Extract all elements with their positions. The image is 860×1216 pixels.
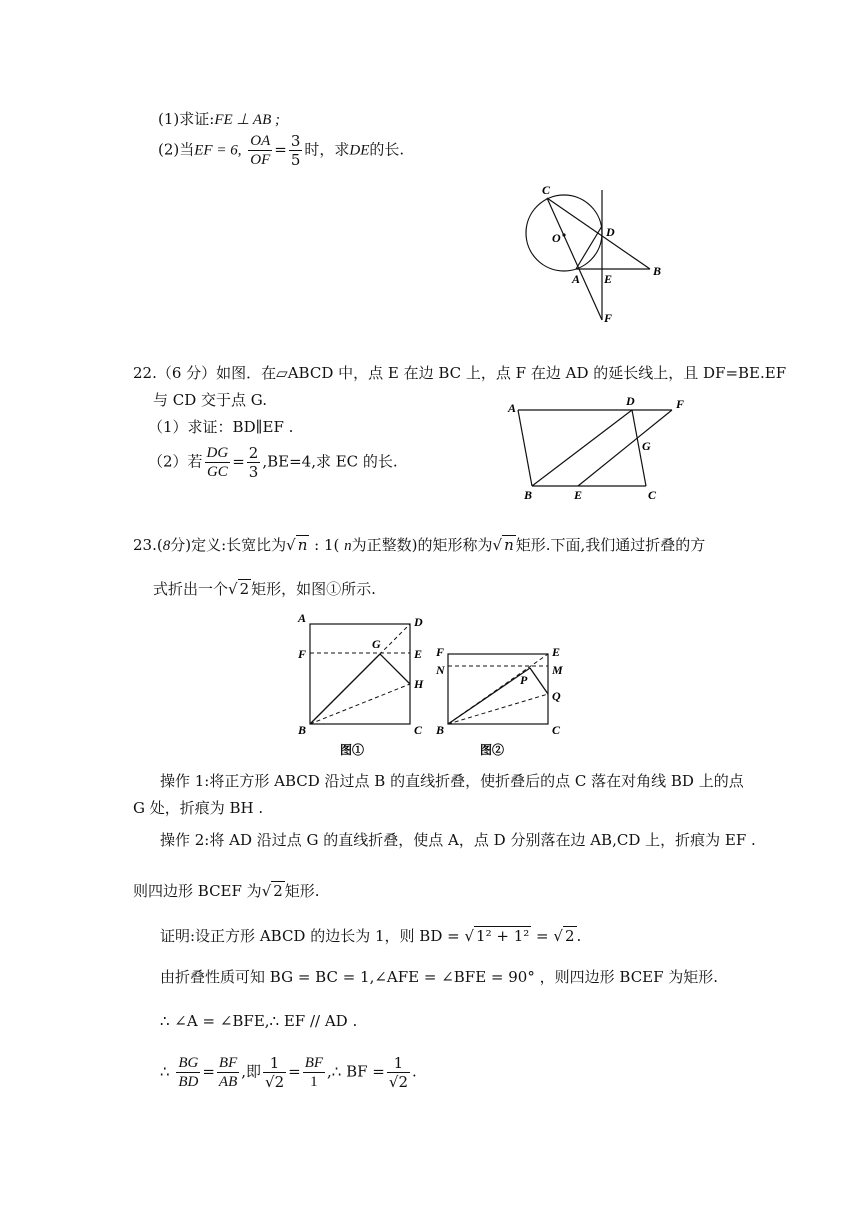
label-e: E: [574, 488, 583, 502]
label-e: E: [604, 272, 613, 286]
q22-line2: 与 CD 交于点 G.: [153, 391, 268, 409]
p4-frac-bf-ab: $\frac{BF}{AB}$: [218, 1055, 238, 1090]
q22-line1: 22.（6 分）如图．在▱ABCD 中，点 E 在边 BC 上，点 F 在边 AD 的延长线上，且 DF=BE.EF: [133, 364, 787, 382]
label-f: F: [436, 645, 445, 659]
p4-frac-bf-1: $\frac{BF}{1}$: [304, 1055, 324, 1090]
q23-line1: 23.(8分)定义:长宽比为√ n : 1( n为正整数)的矩形称为√ n 矩形.下面,我们通过折叠的方: [133, 536, 706, 554]
q21-part2-ef: EF = 6,: [194, 142, 242, 159]
line-gh: [380, 654, 410, 684]
q23-figure-1: [290, 608, 440, 758]
p4-frac-1-sqrt2-b: $\frac{1}{√2}$: [388, 1054, 408, 1091]
line-bg: [310, 654, 380, 724]
p4-frac-bg-bd: $\frac{BG}{BD}$: [178, 1055, 199, 1090]
point-o: [562, 233, 565, 236]
label-c: C: [414, 723, 423, 737]
q21-part2-prefix: (2)当: [158, 140, 195, 159]
label-a: A: [572, 272, 581, 286]
q23-op2-line1: 操作 2:将 AD 沿过点 G 的直线折叠，使点 A，点 D 分别落在边 AB,CD 上，折痕为 EF .: [160, 831, 756, 849]
proof1-sqrt: √ 1² + 1²: [464, 927, 530, 945]
q22-figure: [500, 392, 700, 504]
line-ab: [518, 410, 532, 486]
p4-frac-1-sqrt2: $\frac{1}{√2}$: [265, 1054, 285, 1091]
q23-op2-sqrt2: √ 2: [261, 882, 283, 900]
q23-sqrt-n: √ n: [286, 536, 308, 554]
line-pq: [530, 668, 548, 694]
label-p: P: [520, 673, 528, 687]
label-m: M: [552, 663, 563, 677]
q23-op1-line1: 操作 1:将正方形 ABCD 沿过点 B 的直线折叠，使折叠后的点 C 落在对角线 BD 上的点: [160, 772, 744, 790]
q23-op1-line2: G 处，折痕为 BH .: [133, 799, 264, 817]
q21-frac-oa-of: $\frac{OA}{OF}$: [250, 133, 271, 168]
proof1-sqrt2: √ 2: [553, 927, 575, 945]
label-f: F: [676, 397, 685, 411]
q22-frac-2-3: $\frac{2}{3}$: [248, 444, 259, 481]
label-b: B: [436, 723, 445, 737]
q23-proof3: ∴ ∠A = ∠BFE,∴ EF // AD .: [160, 1012, 358, 1030]
label-d: D: [626, 394, 635, 408]
q21-figure: [510, 180, 680, 330]
label-g: G: [642, 439, 651, 453]
caption-fig2: 图②: [480, 743, 505, 757]
q21-frac-3-5: $\frac{3}{5}$: [290, 132, 301, 169]
q22-part1: （1）求证：BD∥EF .: [148, 418, 294, 436]
line-bq: [448, 694, 548, 724]
circle-o: [526, 195, 602, 271]
label-c: C: [552, 723, 561, 737]
q21-part1-math: FE ⊥ AB ;: [214, 112, 281, 128]
q23-sqrt-2: √ 2: [228, 580, 250, 598]
label-f: F: [604, 311, 613, 325]
line-bd: [532, 410, 632, 486]
line-ad: [576, 226, 602, 269]
q23-sqrt-n-2: √ n: [492, 536, 514, 554]
label-d: D: [606, 225, 615, 239]
q23-line2: 式折出一个√ 2 矩形，如图①所示.: [153, 580, 376, 598]
label-o: O: [552, 231, 561, 245]
label-q: Q: [552, 689, 561, 703]
line-bh: [310, 684, 410, 724]
label-h: H: [414, 677, 424, 691]
q23-proof2: 由折叠性质可知 BG = BC = 1,∠AFE = ∠BFE = 90° ，则四边形 BCEF 为矩形.: [160, 968, 719, 986]
line-ef: [578, 410, 672, 486]
q23-figure-2: [430, 638, 580, 758]
q21-part2: (2)当EF = 6, $\frac{OA}{OF}$ = $\frac{3}{5}$ 时，求DE的长.: [158, 132, 405, 169]
label-b: B: [524, 488, 533, 502]
label-b: B: [298, 723, 307, 737]
q22-part2: （2）若 $\frac{DG}{GC}$ = $\frac{2}{3}$ ,BE=4,求 EC 的长.: [148, 444, 398, 481]
label-f: F: [298, 647, 307, 661]
line-bp: [448, 668, 530, 724]
label-b: B: [653, 264, 662, 278]
label-a: A: [508, 401, 517, 415]
q23-op2-line2: 则四边形 BCEF 为√ 2 矩形.: [133, 882, 320, 900]
label-e: E: [552, 645, 561, 659]
q21-part1: [158, 108, 280, 129]
label-c: C: [542, 183, 551, 197]
label-e: E: [414, 647, 423, 661]
label-d: D: [414, 615, 423, 629]
label-g: G: [372, 637, 381, 651]
q21-part1-prefix: (1)求证:: [158, 110, 215, 128]
label-n: N: [436, 663, 445, 677]
label-a: A: [298, 611, 307, 625]
q22-frac-dg-gc: $\frac{DG}{GC}$: [206, 445, 229, 480]
q23-proof1: 证明:设正方形 ABCD 的边长为 1，则 BD = √ 1² + 1² = √ 2 .: [160, 927, 582, 945]
label-c: C: [648, 488, 657, 502]
caption-fig1: 图①: [340, 743, 365, 757]
q23-proof4: ∴ $\frac{BG}{BD}$ = $\frac{BF}{AB}$ ,即 $\frac{1}{√2}$ = $\frac{BF}{1}$ ,∴ BF = $\frac{1}{√2}$ .: [160, 1054, 417, 1091]
